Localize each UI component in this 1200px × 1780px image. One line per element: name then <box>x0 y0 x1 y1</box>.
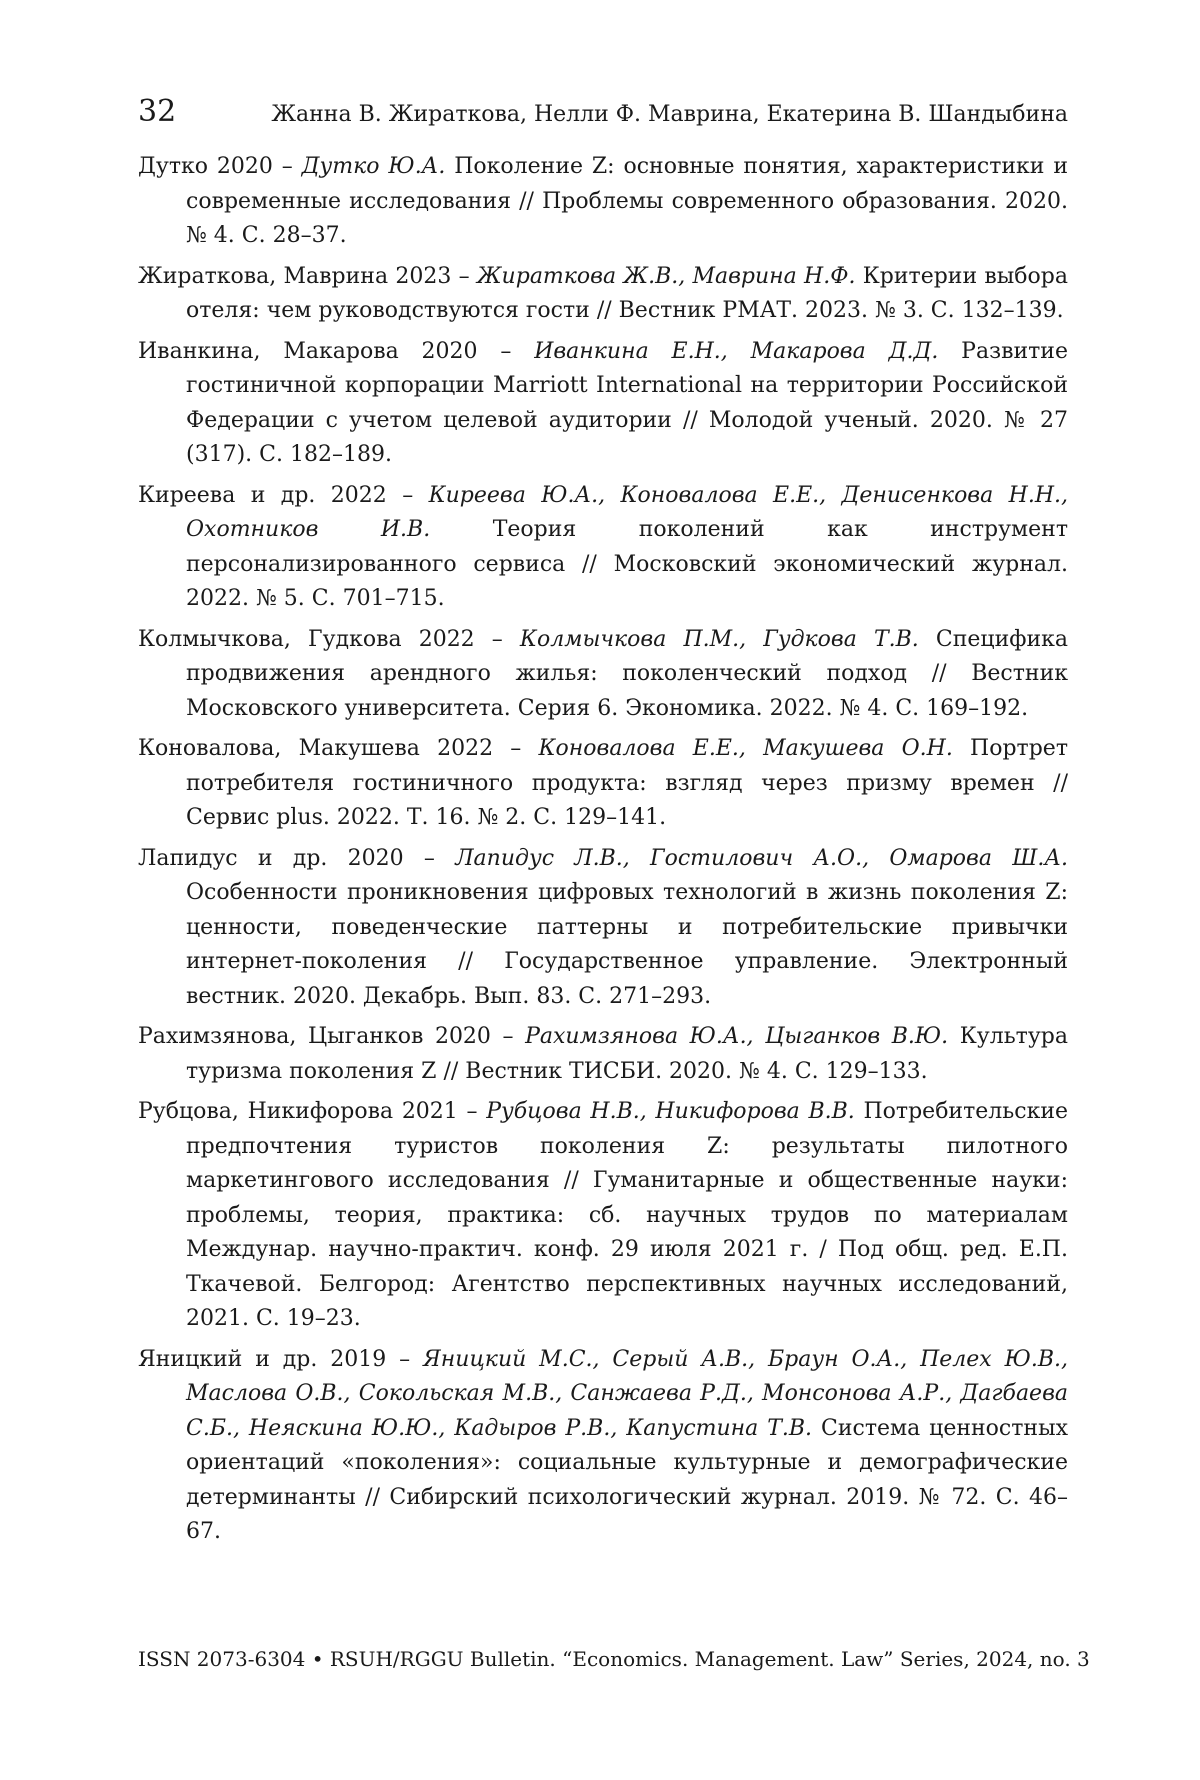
reference-authors: Коновалова Е.Е., Макушева О.Н. <box>538 736 953 761</box>
reference-lead: Рубцова, Никифорова 2021 – <box>138 1099 487 1124</box>
reference-body: Развитие гостиничной корпорации Marriott International на территории Российской Федерации с учетом целевой аудитории // Молодой ученый. 2020. № 27 (317). С. 182–189. <box>186 338 1068 467</box>
reference-authors: Рубцова Н.В., Никифорова В.В. <box>486 1099 855 1124</box>
reference-item <box>138 732 1068 836</box>
reference-authors: Дутко Ю.А. <box>301 154 446 179</box>
reference-lead: Киреева и др. 2022 – <box>138 482 429 508</box>
reference-body: Поколение Z: основные понятия, характеристики и современные исследования // Проблемы современного образования. 2020. № 4. С. 28–37. <box>186 154 1068 248</box>
reference-lead: Дутко 2020 – <box>138 154 302 179</box>
reference-body: Особенности проникновения цифровых технологий в жизнь поколения Z: ценности, поведенческие паттерны и потребительские привычки интернет-поколения // Государственное управление. Электронный вестник. 2020. Декабрь. Вып. 83. С. 271–293. <box>186 880 1068 1009</box>
reference-authors: Жираткова Ж.В., Маврина Н.Ф. <box>476 263 856 289</box>
reference-item <box>138 150 1068 254</box>
reference-body: Потребительские предпочтения туристов поколения Z: результаты пилотного маркетингового исследования // Гуманитарные и общественные науки: проблемы, теория, практика: сб. научных трудов по материалам Междунар. научно-практич. конф. 29 июля 2021 г. / Под общ. ред. Е.П. Ткачевой. Белгород: Агентство перспективных научных исследований, 2021. С. 19–23. <box>186 1099 1068 1331</box>
reference-authors: Лапидус Л.В., Гостилович А.О., Омарова Ш.А. <box>455 845 1068 871</box>
running-head-authors: Жанна В. Жираткова, Нелли Ф. Маврина, Екатерина В. Шандыбина <box>271 102 1068 127</box>
reference-body: Система ценностных ориентаций «поколения»: социальные культурные и демографические детерминанты // Сибирский психологический журнал. 2019. № 72. С. 46–67. <box>186 1415 1068 1544</box>
reference-authors: Яницкий М.С., Серый А.В., Браун О.А., Пелех Ю.В., Маслова О.В., Сокольская М.В., Санжаева Р.Д., Монсонова А.Р., Дагбаева С.Б., Неяскина Ю.Ю., Кадыров Р.В., Капустина Т.В. <box>186 1346 1068 1441</box>
page-number: 32 <box>138 94 177 129</box>
reference-lead: Яницкий и др. 2019 – <box>138 1346 424 1372</box>
reference-body: Критерии выбора отеля: чем руководствуются гости // Вестник РМАТ. 2023. № 3. С. 132–139. <box>186 263 1068 323</box>
reference-item <box>138 842 1068 1015</box>
reference-lead: Лапидус и др. 2020 – <box>138 845 456 871</box>
reference-item <box>138 1095 1068 1337</box>
reference-authors: Колмычкова П.М., Гудкова Т.В. <box>519 626 919 652</box>
reference-list <box>138 150 1068 1556</box>
reference-item <box>138 1020 1068 1089</box>
reference-lead: Иванкина, Макарова 2020 – <box>138 338 535 364</box>
page-footer: ISSN 2073-6304 • RSUH/RGGU Bulletin. “Economics. Management. Law” Series, 2024, no. 3 <box>138 1647 1090 1671</box>
reference-lead: Жираткова, Маврина 2023 – <box>138 263 477 289</box>
reference-body: Портрет потребителя гостиничного продукта: взгляд через призму времен // Сервис plus. 2022. Т. 16. № 2. С. 129–141. <box>186 736 1069 830</box>
reference-lead: Коновалова, Макушева 2022 – <box>138 736 539 761</box>
reference-lead: Рахимзянова, Цыганков 2020 – <box>138 1024 526 1049</box>
reference-authors: Рахимзянова Ю.А., Цыганков В.Ю. <box>525 1024 949 1049</box>
reference-body: Специфика продвижения арендного жилья: поколенческий подход // Вестник Московского университета. Серия 6. Экономика. 2022. № 4. С. 169–192. <box>186 626 1068 721</box>
reference-item <box>138 335 1068 473</box>
reference-item <box>138 260 1068 329</box>
reference-lead: Колмычкова, Гудкова 2022 – <box>138 626 520 652</box>
page-header <box>138 94 1068 134</box>
reference-body: Теория поколений как инструмент персонализированного сервиса // Московский экономический журнал. 2022. № 5. С. 701–715. <box>186 517 1068 611</box>
reference-item <box>138 1343 1068 1550</box>
reference-authors: Киреева Ю.А., Коновалова Е.Е., Денисенкова Н.Н., Охотников И.В. <box>186 482 1068 542</box>
reference-body: Культура туризма поколения Z // Вестник ТИСБИ. 2020. № 4. С. 129–133. <box>186 1024 1068 1084</box>
reference-authors: Иванкина Е.Н., Макарова Д.Д. <box>534 338 939 364</box>
reference-item <box>138 479 1068 617</box>
reference-item <box>138 623 1068 727</box>
